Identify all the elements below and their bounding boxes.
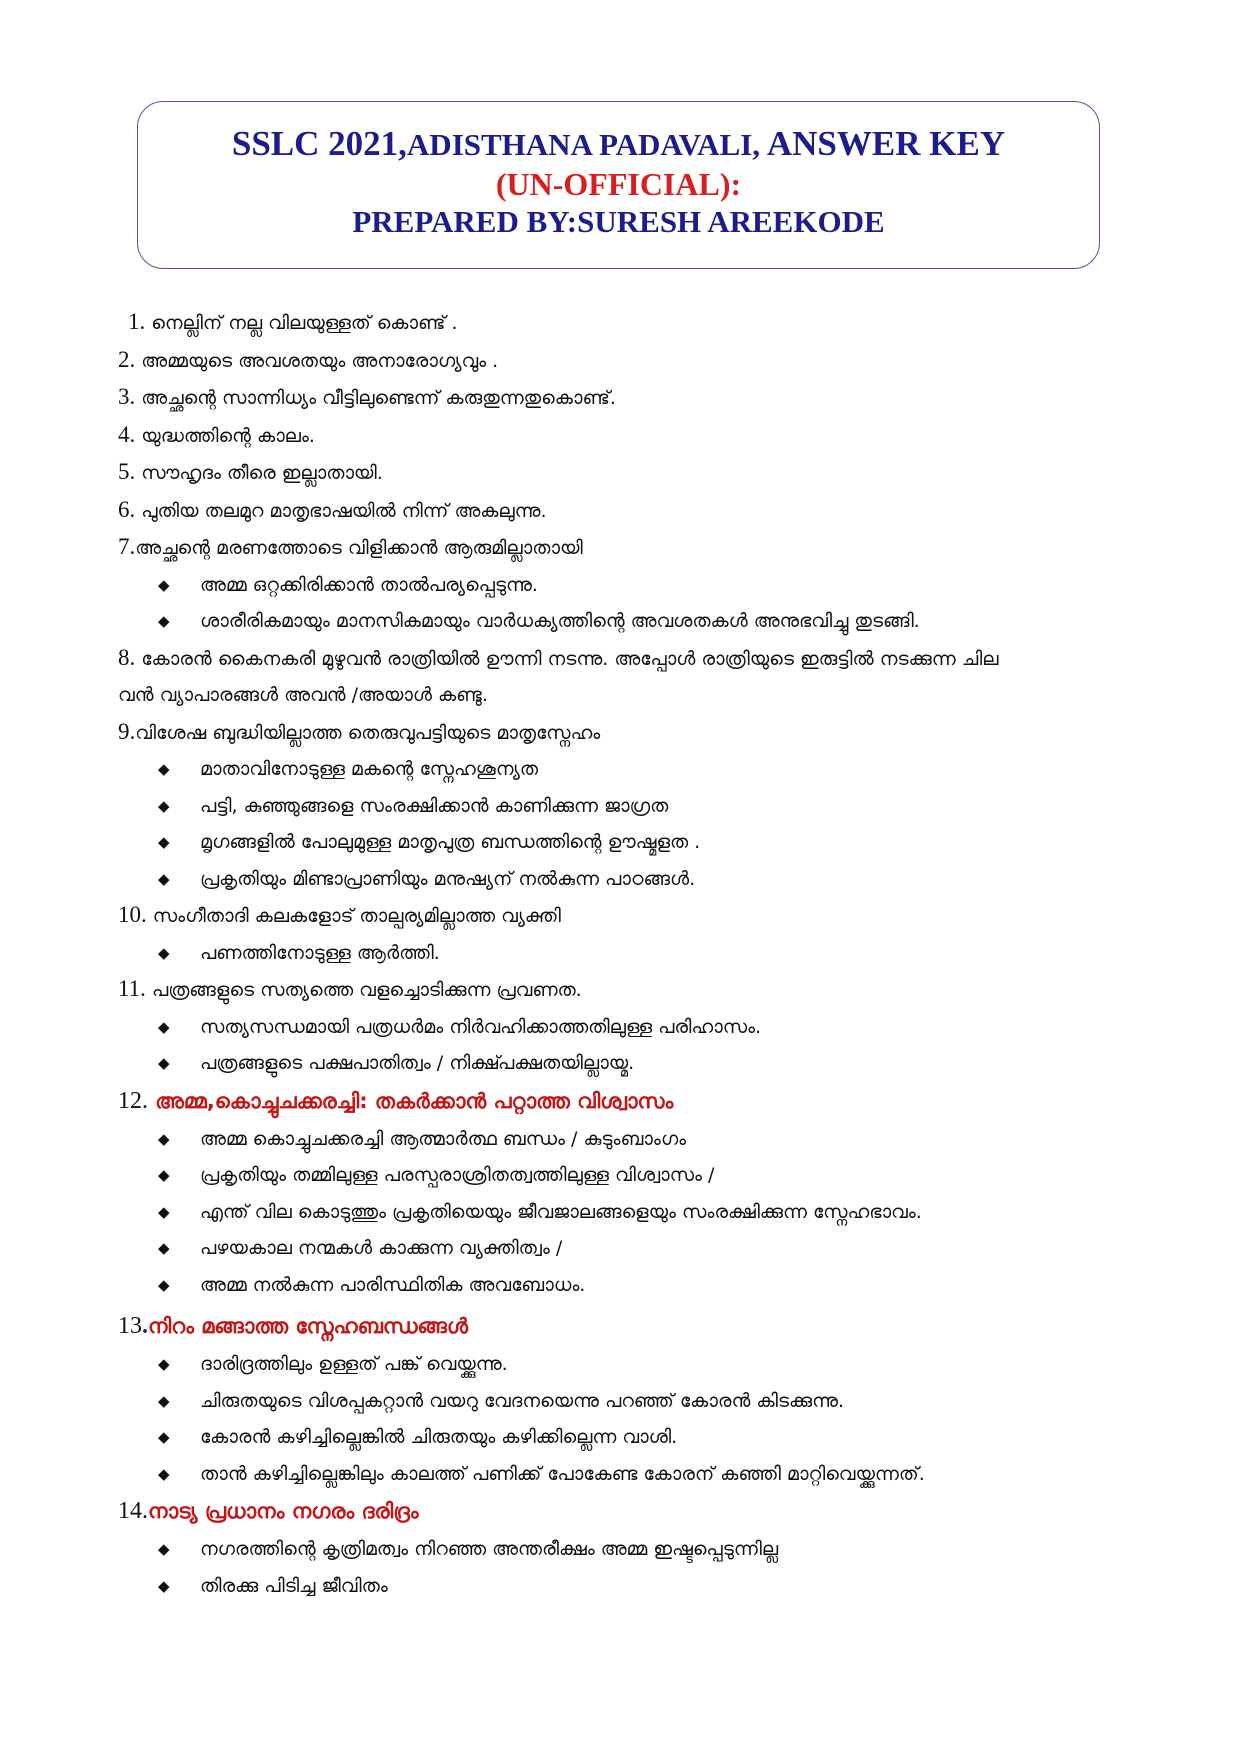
list-item: ◆ തിരക്കു പിടിച്ച ജീവിതം — [118, 1568, 1128, 1605]
list-item: ◆ നഗരത്തിന്റെ കൃത്രിമത്വം നിറഞ്ഞ അന്തരീക്ഷം അമ്മ ഇഷ്ടപ്പെടുന്നില്ല — [118, 1531, 1128, 1568]
answer-9: 9.വിശേഷ ബുദ്ധിയില്ലാത്ത തെരുവുപട്ടിയുടെ മാതൃസ്നേഹം — [118, 718, 601, 744]
black-diamond-icon: ◆ — [158, 943, 170, 962]
answer-8: 8. കോരൻ കൈനകരി മുഴുവൻ രാത്രിയിൽ ഊന്നി നടന്നു. അപ്പോൾ രാത്രിയുടെ ഇരുട്ടിൽ നടക്കുന്ന ചില — [118, 644, 999, 670]
black-diamond-icon: ◆ — [158, 1166, 170, 1184]
answer-5: 5. സൗഹൃദം തീരെ ഇല്ലാതായി. — [118, 459, 383, 484]
answer-2: 2. അമ്മയുടെ അവശതയും അനാരോഗ്യവും . — [118, 346, 499, 372]
black-diamond-icon: ◆ — [158, 1202, 170, 1221]
answer-3: 3. അച്ഛന്റെ സാന്നിധ്യം വീട്ടിലുണ്ടെന്ന് കരുതുന്നതുകൊണ്ട്. — [118, 384, 616, 409]
answer-6: 6. പുതിയ തലമുറ മാതൃഭാഷയിൽ നിന്ന് അകലുന്നു. — [118, 496, 547, 522]
list-item: ◆ പ്രകൃതിയും തമ്മിലുള്ള പരസ്പരാശ്രിതത്വത്തിലുള്ള വിശ്വാസം / — [118, 1157, 1128, 1194]
black-diamond-icon: ◆ — [158, 1391, 170, 1410]
black-diamond-icon: ◆ — [158, 1355, 170, 1373]
list-item: ◆ അമ്മ ഒറ്റക്കിരിക്കാൻ താൽപര്യപ്പെടുന്നു. — [118, 567, 1128, 604]
title-line-3: PREPARED BY:SURESH AREEKODE — [352, 204, 885, 239]
answer-11: 11. പത്രങ്ങളുടെ സത്യത്തെ വളച്ചൊടിക്കുന്ന പ്രവണത. — [118, 976, 582, 1001]
answer-list — [118, 304, 1128, 1604]
black-diamond-icon: ◆ — [158, 1054, 170, 1072]
black-diamond-icon: ◆ — [158, 760, 170, 778]
answer-1: 1. നെല്ലിന് നല്ല വിലയുള്ളത് കൊണ്ട് . — [128, 309, 458, 334]
title-line-1: SSLC 2021,ADISTHANA PADAVALI, ANSWER KEY — [231, 124, 1006, 163]
answer-8-continued: വൻ വ്യാപാരങ്ങൾ അവൻ /അയാൾ കണ്ടു. — [118, 684, 488, 706]
black-diamond-icon: ◆ — [158, 1428, 170, 1446]
black-diamond-icon: ◆ — [158, 1275, 170, 1294]
list-item: ◆ സത്യസന്ധമായി പത്രധർമം നിർവഹിക്കാത്തതിലുള്ള പരിഹാസം. — [118, 1009, 1128, 1046]
list-item: ◆ പഴയകാല നന്മകൾ കാക്കുന്ന വ്യക്തിത്വം / — [118, 1230, 1128, 1267]
list-item: ◆ എന്ത് വില കൊടുത്തും പ്രകൃതിയെയും ജീവജാലങ്ങളെയും സംരക്ഷിക്കുന്ന സ്നേഹഭാവം. — [118, 1194, 1128, 1231]
list-item: ◆ പട്ടി, കുഞ്ഞുങ്ങളെ സംരക്ഷിക്കാൻ കാണിക്കുന്ന ജാഗ്രത — [118, 788, 1128, 825]
list-item: ◆ ചിരുതയുടെ വിശപ്പകറ്റാൻ വയറു വേദനയെന്നു പറഞ്ഞ് കോരൻ കിടക്കുന്നു. — [118, 1383, 1128, 1420]
black-diamond-icon: ◆ — [158, 1540, 170, 1558]
list-item: ◆ പണത്തിനോടുള്ള ആർത്തി. — [118, 935, 1128, 972]
list-item: ◆ മൃഗങ്ങളിൽ പോലുമുള്ള മാതൃപുത്ര ബന്ധത്തിന്റെ ഊഷ്മളത . — [118, 824, 1128, 861]
list-item: ◆ പത്രങ്ങളുടെ പക്ഷപാതിത്വം / നിക്ഷ്പക്ഷതയില്ലായ്മ. — [118, 1045, 1128, 1082]
answer-10: 10. സംഗീതാദി കലകളോട് താല്പര്യമില്ലാത്ത വ്യക്തി — [118, 902, 561, 927]
black-diamond-icon: ◆ — [158, 1017, 170, 1036]
black-diamond-icon: ◆ — [158, 1129, 170, 1148]
list-item: ◆ മാതാവിനോടുള്ള മകന്റെ സ്നേഹശൂന്യത — [118, 751, 1128, 788]
black-diamond-icon: ◆ — [158, 612, 170, 630]
answer-12-heading: 12. അമ്മ,കൊച്ചുചക്കരച്ചി: തകർക്കാൻ പറ്റാത്ത വിശ്വാസം — [118, 1087, 674, 1114]
title-line-2: (UN-OFFICIAL): — [495, 166, 742, 202]
black-diamond-icon: ◆ — [158, 833, 170, 851]
list-item: ◆ പ്രകൃതിയും മിണ്ടാപ്രാണിയും മനുഷ്യന് നൽകുന്ന പാഠങ്ങൾ. — [118, 861, 1128, 898]
black-diamond-icon: ◆ — [158, 1239, 170, 1257]
black-diamond-icon: ◆ — [158, 575, 170, 594]
answer-4: 4. യുദ്ധത്തിന്റെ കാലം. — [118, 421, 315, 447]
black-diamond-icon: ◆ — [158, 1464, 170, 1483]
black-diamond-icon: ◆ — [158, 796, 170, 815]
list-item: ◆ അമ്മ കൊച്ചുചക്കരച്ചി ആത്മാർത്ഥ ബന്ധം / കുടുംബാംഗം — [118, 1121, 1128, 1158]
black-diamond-icon: ◆ — [158, 1576, 170, 1595]
answer-7: 7.അച്ഛന്റെ മരണത്തോടെ വിളിക്കാൻ ആരുമില്ലാതായി — [118, 534, 583, 559]
answer-14-heading: 14.നാട്യ പ്രധാനം നഗരം ദരിദ്രം — [118, 1498, 419, 1524]
list-item: ◆ ദാരിദ്രത്തിലും ഉള്ളത് പങ്ക് വെയ്ക്കുന്നു. — [118, 1346, 1128, 1383]
title-box — [137, 101, 1100, 269]
list-item: ◆ കോരൻ കഴിച്ചില്ലെങ്കിൽ ചിരുതയും കഴിക്കില്ലെന്ന വാശി. — [118, 1419, 1128, 1456]
list-item: ◆ ശാരീരികമായും മാനസികമായും വാർധക്യത്തിന്റെ അവശതകൾ അനുഭവിച്ചു തുടങ്ങി. — [118, 603, 1128, 640]
black-diamond-icon: ◆ — [158, 869, 170, 888]
answer-13-heading: 13.നിറം മങ്ങാത്ത സ്നേഹബന്ധങ്ങൾ — [118, 1313, 468, 1339]
list-item: ◆ താൻ കഴിച്ചില്ലെങ്കിലും കാലത്ത് പണിക്ക് പോകേണ്ട കോരന് കഞ്ഞി മാറ്റിവെയ്ക്കുന്നത്. — [118, 1456, 1128, 1493]
list-item: ◆ അമ്മ നൽകുന്ന പാരിസ്ഥിതിക അവബോധം. — [118, 1267, 1128, 1304]
